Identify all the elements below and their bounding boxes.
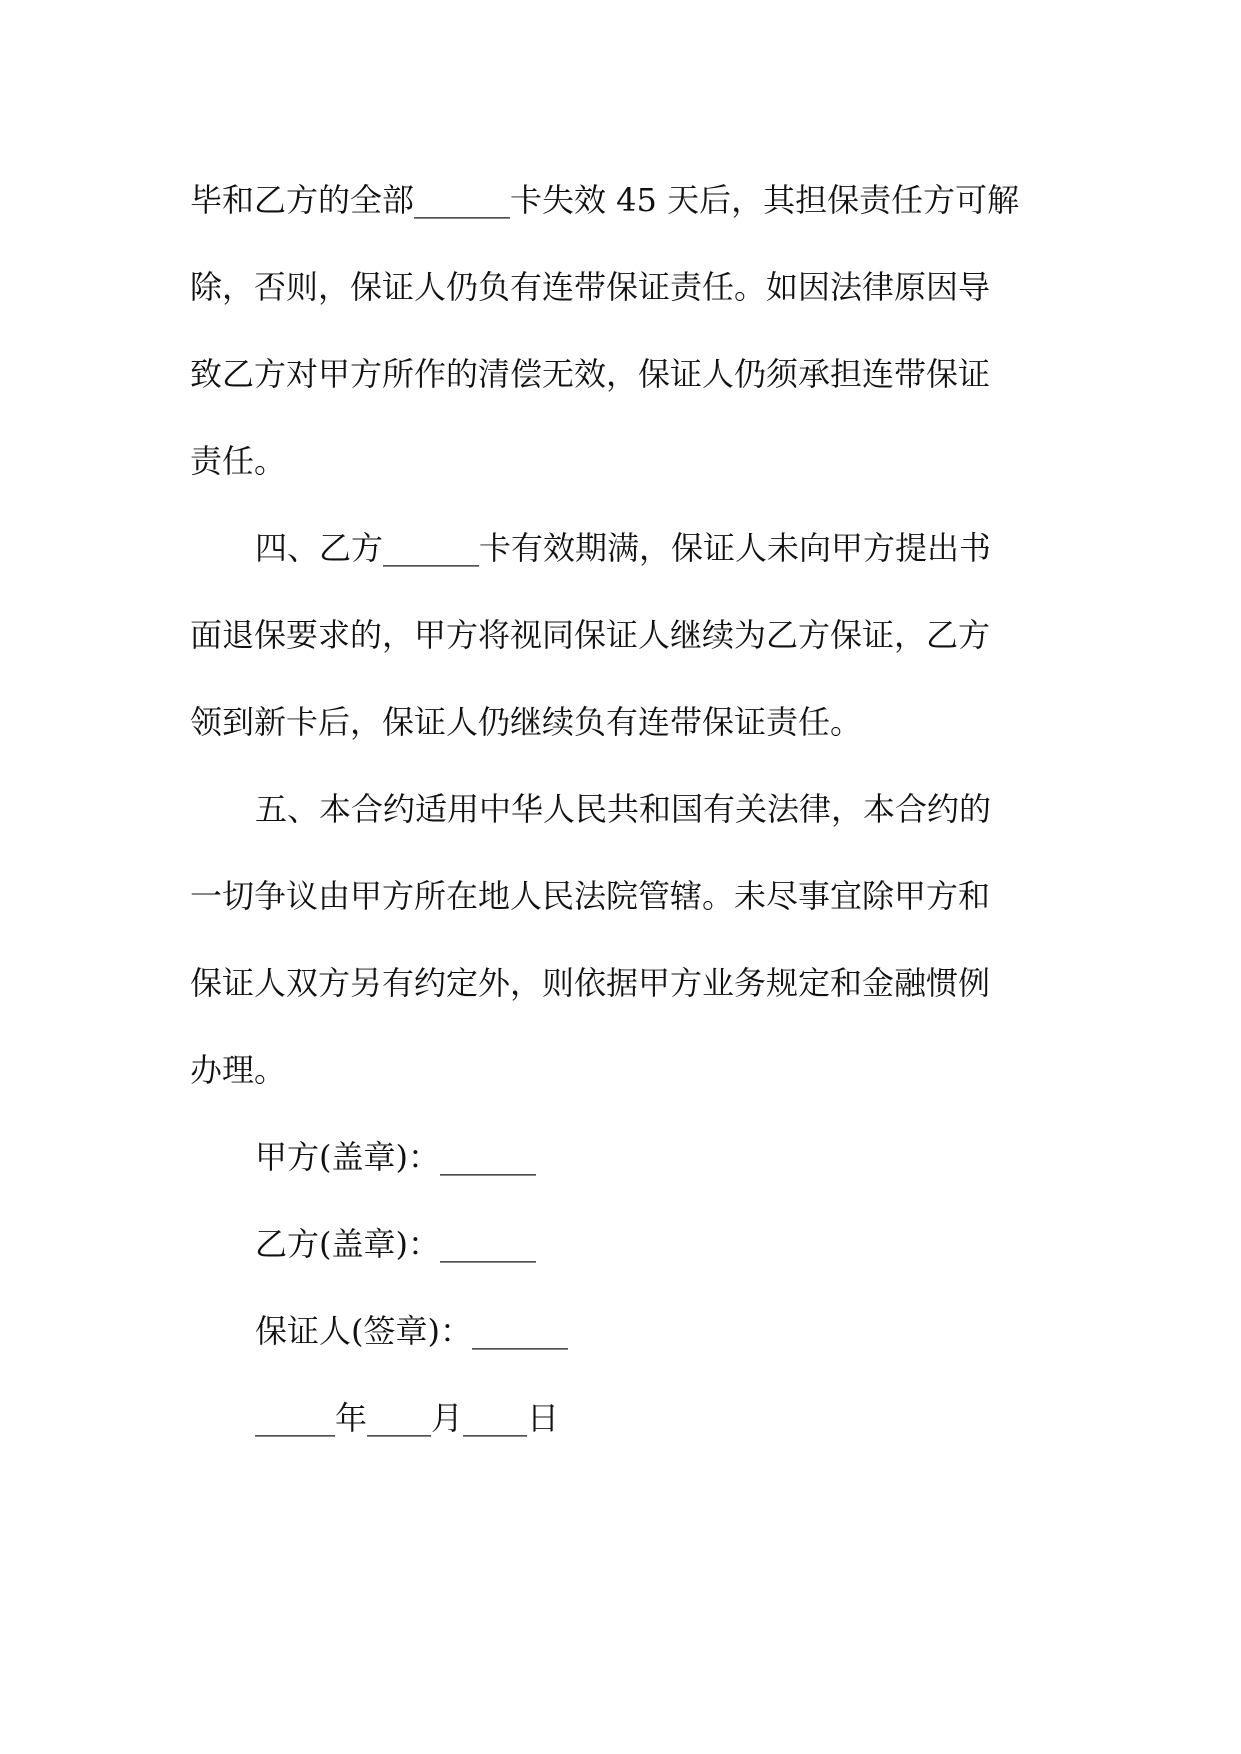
paragraph-5-line-2: 一切争议由甲方所在地人民法院管辖。未尽事宜除甲方和 — [190, 877, 991, 915]
paragraph-3-line-4: 责任。 — [190, 442, 287, 480]
paragraph-3-line-1: 毕和乙方的全部______卡失效 45 天后，其担保责任方可解 — [190, 181, 1020, 219]
signature-date: _____年____月____日 — [255, 1399, 560, 1437]
paragraph-3-line-3: 致乙方对甲方所作的清偿无效，保证人仍须承担连带保证 — [190, 355, 991, 393]
paragraph-4-line-1: 四、乙方______卡有效期满，保证人未向甲方提出书 — [255, 529, 992, 567]
paragraph-5-line-4: 办理。 — [190, 1051, 287, 1089]
paragraph-5-line-1: 五、本合约适用中华人民共和国有关法律，本合约的 — [255, 790, 992, 828]
paragraph-4-line-2: 面退保要求的，甲方将视同保证人继续为乙方保证，乙方 — [190, 616, 991, 654]
paragraph-3-line-2: 除，否则，保证人仍负有连带保证责任。如因法律原因导 — [190, 268, 991, 306]
signature-party-a: 甲方(盖章)：______ — [255, 1138, 536, 1176]
paragraph-5-line-3: 保证人双方另有约定外，则依据甲方业务规定和金融惯例 — [190, 964, 991, 1002]
paragraph-4-line-3: 领到新卡后，保证人仍继续负有连带保证责任。 — [190, 703, 863, 741]
signature-party-b: 乙方(盖章)：______ — [255, 1225, 536, 1263]
signature-guarantor: 保证人(签章)：______ — [255, 1312, 568, 1350]
